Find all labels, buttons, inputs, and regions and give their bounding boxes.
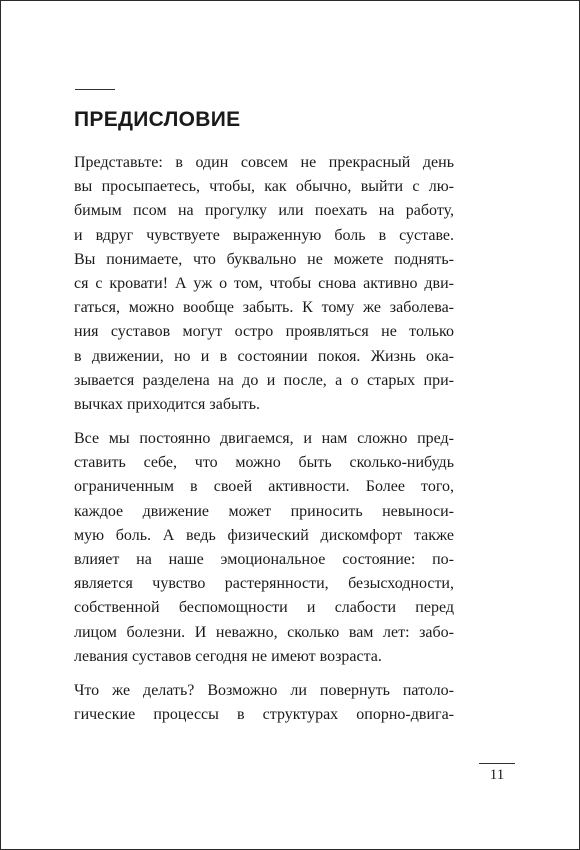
text-line: вычках приходится забыть. (74, 395, 260, 413)
text-line: влияет на наше эмоциональное состояние: по- (74, 551, 454, 568)
page-number-rule (479, 763, 515, 764)
text-line: Все мы постоянно двигаемся, и нам сложно пред- (74, 430, 454, 448)
text-line: гаться, можно вообще забыть. К тому же заболева- (74, 299, 454, 317)
text-line: Представьте: в один совсем не прекрасный день (74, 154, 454, 171)
text-line: ния суставов могут остро проявляться не только (74, 323, 454, 341)
text-line: левания суставов сегодня не имеют возраста. (74, 647, 382, 665)
text-line: ставить себе, что можно быть сколько-нибудь (74, 454, 454, 472)
text-line: мую боль. А ведь физический дискомфорт также (74, 526, 454, 544)
text-line: бимым псом на прогулку или поехать на работу, (74, 202, 454, 220)
paragraph-2 (74, 427, 454, 669)
text-line: лицом болезни. И неважно, сколько вам лет: забо- (74, 623, 454, 641)
text-line: является чувство растерянности, безысходности, (74, 575, 454, 593)
chapter-heading: ПРЕДИСЛОВИЕ (74, 108, 241, 131)
text-line: в движении, но и в состоянии покоя. Жизнь ока- (74, 347, 454, 365)
page-number: 11 (489, 767, 505, 783)
paragraph-1 (74, 151, 454, 417)
text-line: зывается разделена на до и после, а о старых при- (74, 371, 454, 389)
paragraph-3 (74, 679, 454, 727)
heading-rule (75, 89, 115, 90)
text-line: собственной беспомощности и слабости перед (74, 599, 454, 617)
text-line: Что же делать? Возможно ли повернуть патоло- (74, 681, 454, 699)
text-line: гические процессы в структурах опорно-двига- (74, 706, 454, 724)
text-line: вы просыпаетесь, чтобы, как обычно, выйти с лю- (74, 178, 454, 196)
text-line: и вдруг чувствуете выраженную боль в суставе. (74, 226, 454, 244)
text-line: Вы понимаете, что буквально не можете поднять- (74, 250, 454, 268)
text-line: каждое движение может приносить невыноси- (74, 502, 454, 520)
text-line: ограниченным в своей активности. Более того, (74, 478, 454, 496)
text-line: ся с кровати! А уж о том, чтобы снова активно дви- (74, 274, 454, 292)
body-text (74, 151, 454, 737)
